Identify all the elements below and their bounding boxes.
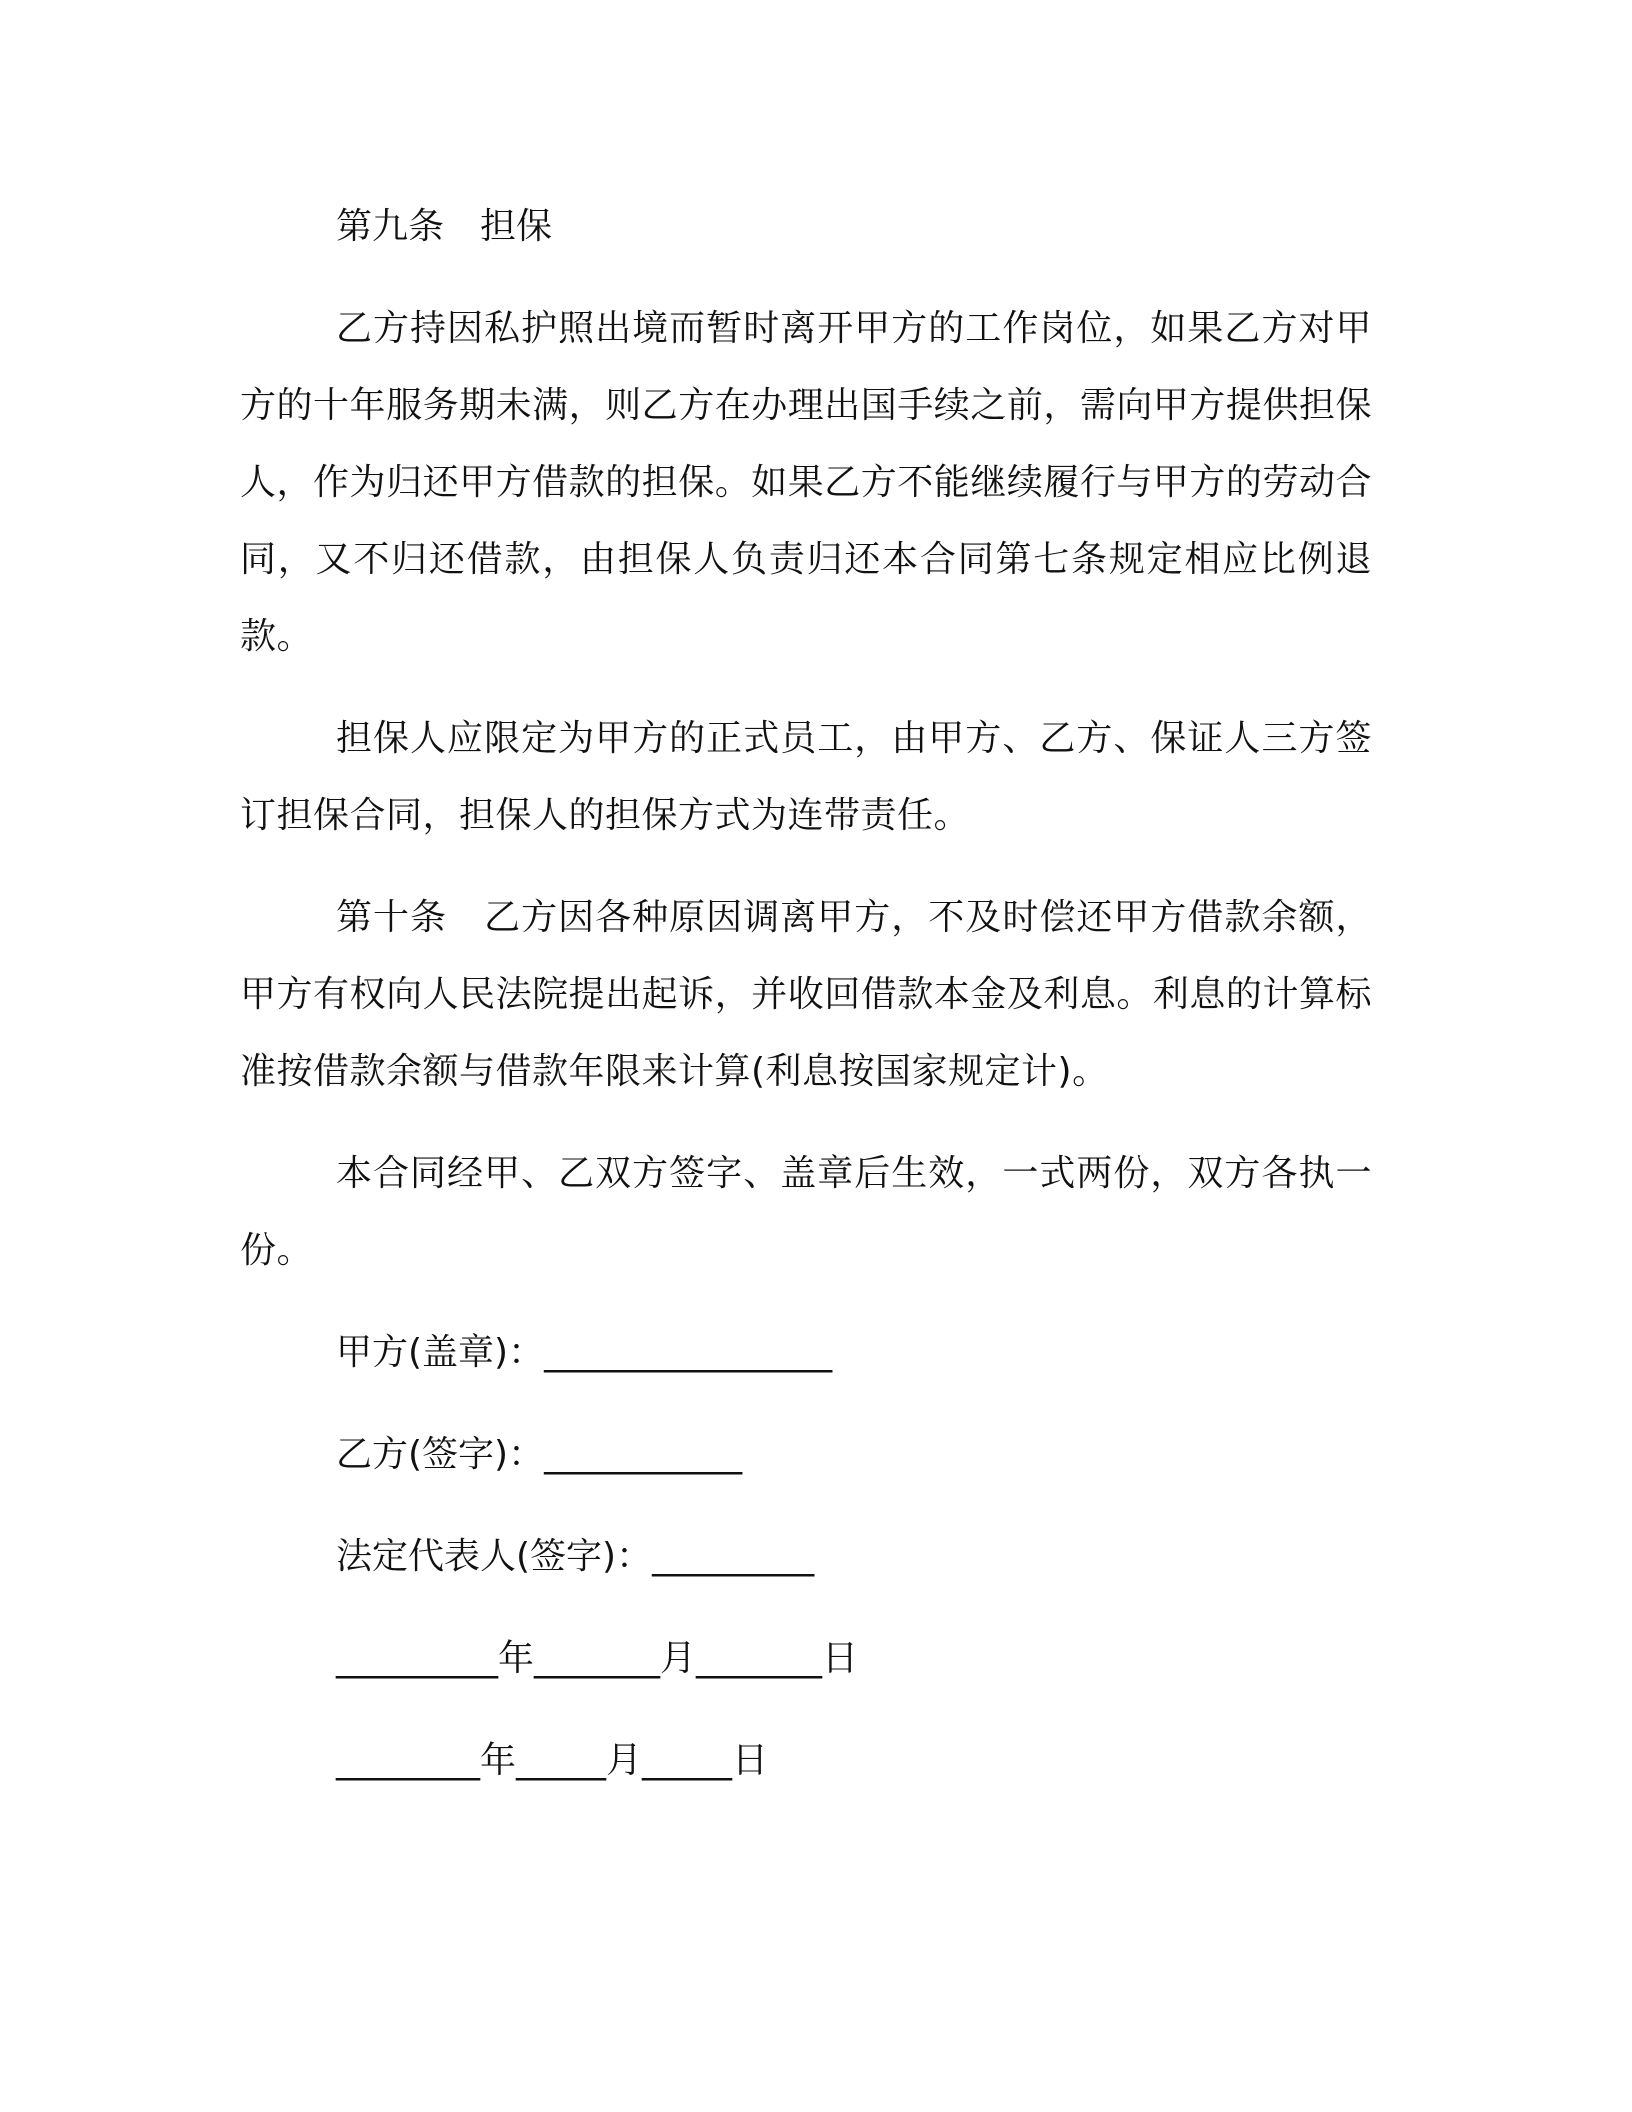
article-9-paragraph-1: 乙方持因私护照出境而暂时离开甲方的工作岗位，如果乙方对甲方的十年服务期未满，则乙方在办理出国手续之前，需向甲方提供担保人，作为归还甲方借款的担保。如果乙方不能继续履行与甲方的劳动合同，又不归还借款，由担保人负责归还本合同第七条规定相应比例退款。: [240, 308, 1372, 657]
article-9-heading: 第九条 担保: [336, 206, 553, 247]
document-body: [240, 188, 1372, 1824]
date-line-1: _________年_______月_______日: [336, 1638, 858, 1679]
date-line-2: ________年_____月_____日: [336, 1740, 768, 1781]
party-b-signature-line: 乙方(签字)：___________: [336, 1434, 743, 1475]
closing-paragraph: 本合同经甲、乙双方签字、盖章后生效，一式两份，双方各执一份。: [240, 1153, 1372, 1271]
legal-representative-signature-line: 法定代表人(签字)：_________: [336, 1536, 815, 1577]
article-9-paragraph-2: 担保人应限定为甲方的正式员工，由甲方、乙方、保证人三方签订担保合同，担保人的担保方式为连带责任。: [240, 718, 1372, 836]
article-10-paragraph: 第十条 乙方因各种原因调离甲方，不及时偿还甲方借款余额，甲方有权向人民法院提出起诉，并收回借款本金及利息。利息的计算标准按借款余额与借款年限来计算(利息按国家规定计)。: [240, 897, 1372, 1092]
party-a-signature-line: 甲方(盖章)：________________: [336, 1332, 833, 1373]
